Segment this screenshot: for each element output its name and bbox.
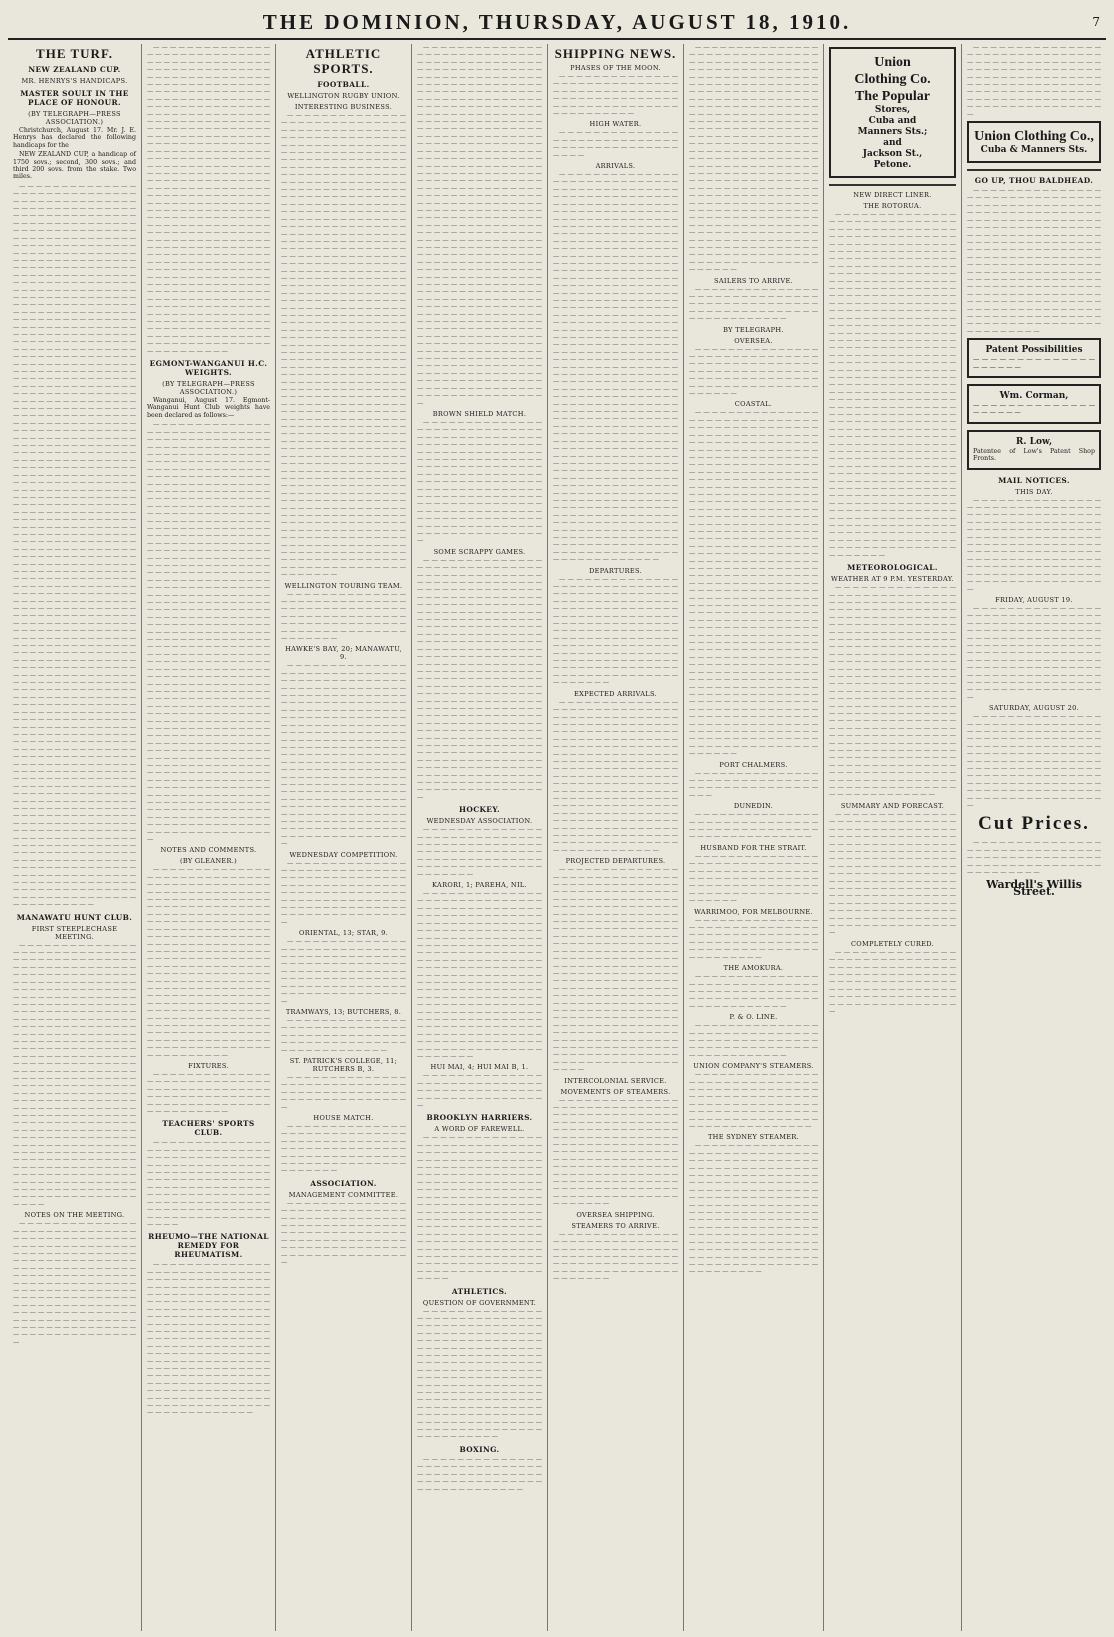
headline: BY TELEGRAPH.	[723, 325, 784, 334]
advert-line: Stores,	[874, 105, 911, 115]
headline: SUMMARY AND FORECAST.	[840, 801, 945, 810]
headline: FOOTBALL.	[317, 80, 370, 89]
advert-body-placeholder: — — — — — — — — — — — — — — — — — — — —	[973, 356, 1095, 371]
headline: WARRIMOO, FOR MELBOURNE.	[694, 907, 813, 916]
article-body-placeholder: — — — — — — — — — — — — — — — — — — — — — — — — — — — — — — — — — — — — — — — — — — — — — — — — — — — — — — — — — — — — — — — — — — — — — — — — — — — — — — — — — — — — — — — — — — — — — — — —	[689, 345, 818, 398]
article-body-placeholder: — — — — — — — — — — — — — — — — — — — — — — — — — — — — — — — — — — — — — — — — — — — — — — — — — — — — — — — — — — — — — — — — — — — — — — — — — — — — — — — — — — — — — — — — — — — — — — — — — — — — — — — — — — — — — — — — — — — — — — — — — — — — — — — — — — — — — — — — — — — — — — — — — — — — — — — — — — — — — — — — — — — — — — — — — — — — — — — — — — — — — — — — — — — — — — — — — — — — — — — — — — — — — — — — — — — — — — — — — — — — — — — — — — — — — — — — — — — — — — — — — — — — — — — — — — — — — — — — — — — — — — — — — — — — — — — — — — — — — — — — — — — — — — — — — — — — — — — — — — — — — — — — — — — — — — — — — — — — — — — — — — — — — — — — — — — — — — — — — — — — — — — — — — — — — — — — — — — — — — — — — — — — — — — — — — — — — — — — — — — — — — — — — — — — — — — — — — — — — — — — — — — — — — — — — — — — — — — — — — — — — — — — — — — — — — — — — — — — — — — — — — — — — — — — — — — — — — — — — — — — — — — — — — — — — — — — — — — — — — — — — — — — — — — — — — — — — — — — — — — — — — — — — — — — — — — — — — — — — — — — — — — — — — — — — — — — — — — — — — — — — — — — — — — — — — — — — — — — — — — — — — — — — — — — — — — — — — — — — — — — — — — — — — — — — — — — — — — — — — — — — — — — — — — — — — — — — — — — — — — — — — — — — — — — — — — — — — — — — — — — — — — — — — — — — — — — — — — — — — — — — — — — — — — — — — — — — — — — — — — — — — — — — — — — — — — — — — — —	[829, 211, 956, 559]
headline: OVERSEA SHIPPING.	[576, 1210, 655, 1219]
article-body-placeholder: — — — — — — — — — — — — — — — — — — — — — — — — — — — — — — — — — — — — — — — — — — — — — — — — — — — — — — — — — — — — — — — — — — — — — — — — — — — — — — — — — — — — — — — — — — — — — — — — — — — — — — — — — — — — — — — — — — — — — — — — — — — — — — — — — — — — — — — — — — — — — — — — — — — — — — — — — — — — — — — — — — — — — — — — — — — — — — — — — — — — — — — — — — — — — — — — — — — — — — — — — — — — — — — — — — — — — — — — — — — — — — — — — — — — — — — — — — — — — — — — — — — — — — — — — — — — — — — — — — — — — — — — — — — — — — — — — — — — — — — — — — — — — — — — — — — — — — — — — — — — — — — — — — — — — — — — — — — — — — — — — — — — — — — — — — — — — — — — — — — — — — — — — — — — — — — — — — — — — — — — — — — — — — — — — — — — — — — — — — — — — — — — — — — — — — — — — — — — — — — — — — — — — — — — — — — — — — — — — — — — — — — — — — — — — — — — — — — — — — — — — — — — — — — — — — — — — — — —	[689, 44, 818, 274]
column-divider	[967, 169, 1101, 171]
headline: MR. HENRYS'S HANDICAPS.	[21, 77, 128, 85]
article-body-placeholder: — — — — — — — — — — — — — — — — — — — — — — — — — — — — — — — — — — — — — — — — — — — — — — — — — — — — — — — — — — — — — — — — — — — — — — — — — — — — — — — — — — — — — — — — — — — — — — — — — — — — — — — — — — — — — — — — — — — — — — — — — — — — — — — — — — — — — — — — — — — — — — — — — — — — — — — — — — — — — — — — — — — — — — — — — — — — — — — — — — — — — — — — — — — — — — — — — — — — — — — — — — — — — — — — — — — — — — — —	[553, 575, 678, 687]
headline: MANAGEMENT COMMITTEE.	[288, 1190, 399, 1199]
union-clothing-advert	[829, 47, 956, 178]
advert-line: Union	[874, 55, 911, 70]
headline: SOME SCRAPPY GAMES.	[433, 547, 526, 556]
article-body-placeholder: — — — — — — — — — — — — — — — — — — — — — — — — — — — — — — — — — — — — — — — — — — — — — — — — — — — — — — — — — — — — — — — — — — — — — — — — — — — — — — — — — — — — — — — — — — — — — — — — — — — — — — — — — — — — — — — — — — — — — — — — — — — — — — — — — — — — — — — — — — — — — — — — — — — — — — — — — — — — — — — — — — — — — — — — — — — — — — — — — — — — — — — — — — — — — — — — — — — — — — — — — — — — — — — — — — — — — — — — — — — — — — — — — — — — — — — — — — — — — — — — — — — — — — — — — — — — — — — — — — — — — — — — — — — — — — — — — — — — — — — — — — — — — — — — — — — — — — — — — — — — — — — — — — — — — — — — — — — — — — — — — — — — — — — — — — — — — — — — — — — — — — — — — — — — — — — — — — — — — — — — — — — — — — — — — — — — — — — — — — — — — — — — — — — — — — — — — — — — — — — — — — — — — — — — — — — — — — — — — — — — — — — — — — — — — — — — — — — — — — — — — — — — — — — — — — — — — — — — — — — — — — — — — — — — — — — — — — — — — — — — — — — — — — — — — — — — — — — — — — — — — — — — — — — — — — — — — — — — — — — — — — — — — — — — — — — — — — — — — — — — — — — — — — — — — — — — — — — — — — — — — — — — — — — — — — — — — — — — — — — — — — — — — — — — — — — — — — — — — — — — — — — — — — — — — — — — — — — — — — — — — — — — — — — — — — — — — — — — — — — — — — — — — — — — — — — — — — — — — — — — — — — — — — — — — — — — — — — — — — — — — — — — — — — — — — — — — — — — — — — — — — — — — — — — — — — — — — — — — — — —	[417, 44, 542, 407]
article-body-placeholder: — — — — — — — — — — — — — — — — — — — — — — — — — — — — — — — — — — — — — — — — — — — — — — — — — — — — — — — — — — — — — — — — — — — — — — — — — — — — — — — — — — — — — — — — — — — — — — — — — — — — — — — — — — — — — — — — — — — — — — — — — — — — — — — — — — — — — — — — — — — — — — — — — — — — — — — — — — — — — — — — — — — — — — — — — — — — — — — — — — — — — — — — — — — — — — — — — — — — — — — — — — — — — — — — — — — — — — — — — — — — — — — — — — — — — — — — — — — — — — — — — — — — — — — — — — — — — — — — — — — — — — — — — — — — — — — — — — — — — — — — — — — — — — — — — — — — — — — — — — — — — — — — — — — — — — — —	[553, 698, 678, 854]
article-body-placeholder: — — — — — — — — — — — — — — — — — — — — — — — — — — — — — — — — — — — — — — — — — — — — — — — — — — — — — — — — — — — — — — — — — — — — — — — —	[967, 839, 1101, 877]
advert-title: Wm. Corman,	[999, 391, 1069, 401]
headline: TRAMWAYS, 13; BUTCHERS, 8.	[285, 1007, 402, 1016]
headline: EXPECTED ARRIVALS.	[574, 689, 657, 698]
article-body-placeholder: — — — — — — — — — — — — — — — — — — — — — — — — — — — — — — — — — — — — — — — — — — — — — — — — — — — — — — — — — — — — — — — — — — — — — — — — — — — — — — — — — — — — — — — — — — — — — — — — — — — — — — — — — — — — — — — — — — — — — — — — — — — — — — — — — — — — — — — — — — — — — — — — — — — — — — — — — — — — — — — — — — — — — — — — — — — — — — — — — — — — — — — — — — — — — — — — — — — — — — — — — — — — — — — — — — — — — — — — — — — — — — — — — — — — — — — — — — — — — — — — — — — — — — — — — — — — — — — — — — — — — — — — — — — — — — — — — — — — — — — — — — — — — — — — — — — — — — — — — — — — — — — — — — — — — — — — — — — — — — — — — — — — — — — — — — — — — — — — — — — — — — — — — — — — — — — — — — — — — — — — — — — — — — — — — — — — — — — — — — — — — — — — — — — — — — — — — — — — — — — — — — — — — — — — — — — — — — — — — — — — — — — — — — — — — — — — — — — — — — — — — — — — — — — — — — — — — — — — — — — — — — — — — — — — — — — — — — — — — — — — — — — — — — — — — — — — — — — — — — — — — — — — — — — — — — — — — — — — — — — — — — — — — — — —	[13, 941, 136, 1208]
headline: SATURDAY, AUGUST 20.	[989, 704, 1079, 713]
headline: THE TURF.	[36, 46, 113, 61]
headline: DEPARTURES.	[589, 566, 642, 575]
column-2	[142, 44, 276, 1631]
patent-advert	[967, 338, 1101, 378]
article-body-placeholder: — — — — — — — — — — — — — — — — — — — — — — — — — — — — — — — — — — — — — — — — — — — — — — — — — — — — — — — — — — — — — — — — — — — — — — — — — — — — — — — — — — — — — — — — — — — — — — — — — — — — — — — — — — — — — — — — — — — — — — — —	[829, 948, 956, 1016]
article-body-placeholder: — — — — — — — — — — — — — — — — — — — — — — — — — — — — — — — — — — — — — — — — — — — — — — — — — — — — — — — — — — — — — — — — — — — — — — — — — — — — — — — — — — — — — — — — — — — — — — — — — — — — — — — — — — — — — — — — — — — — — — — —	[281, 938, 406, 1005]
article-body-placeholder: — — — — — — — — — — — — — — — — — — — — — — — — — — — — — — — — — — — — — — — — — — — — — — — — — — — — — — — — — — — — — — — — — — — — — — — — — — — — — — — — — — — —	[553, 73, 678, 118]
column-divider	[829, 184, 956, 186]
headline: PORT CHALMERS.	[719, 760, 788, 769]
headline: ORIENTAL, 13; STAR, 9.	[299, 929, 388, 938]
headline: ASSOCIATION.	[310, 1178, 377, 1188]
article-text: Wanganui, August 17. Egmont-Wanganui Hunt Club weights have been declared as follows:—	[147, 397, 270, 419]
article-body-placeholder: — — — — — — — — — — — — — — — — — — — — — — — — — — — — — — — — — — — — — — — — — — — — — — — — — — — — — — — — — — — — — — — — — — — — — — — — — — — — — — — — — — — — — — — — — — — — — — — — — — — — — — — — — — — — — — — — — — — — — — — —	[281, 1199, 406, 1267]
article-body-placeholder: — — — — — — — — — — — — — — — — — — — — — — — — — — — — — — — — — — — — — — — — — — — — — — — — — — — — — — — — — — — — — — — — — — — — — — — —	[689, 1022, 818, 1059]
advert-line: Manners Sts.;	[857, 127, 928, 137]
union-clothing-small-advert	[967, 121, 1101, 163]
headline: UNION COMPANY'S STEAMERS.	[693, 1062, 814, 1071]
article-body-placeholder: — — — — — — — — — — — — — — — — — — — — — — — — — — — — — — — — — — — — — — — — — — — — — — — — — — — — — — — — — — — — — — — — — — — — — — — — — — — — — — — — — — — — — — — — — — — — — — — —	[281, 590, 406, 643]
article-body-placeholder: — — — — — — — — — — — — — — — — — — — — — — — — — — — — — — — — — — — — — — — — — — — — — — — — — — — — — — — — — — — — — — — — — — — — — — — — — — — — — — — — — — — — — — — — — — — — — — — — — — — — — — — — — — — — — — — — — — — — — — — — — — — — — — — — — — — — — — — — — — — — — — — — — — — — — — — — — — — — — — — — — — — — — — — — — — — — — — — — — — — — — — — — — — — — — — — — — — — — — — — — — — — — — — — — — — — — — — — — — — — — — — — — — — — — — — — — — — — — — — — — — — — — — — — — — — — — — — — — — — — — — — — — — — — — — — — — — — — — — — — — — — — — — — — —	[417, 1134, 542, 1283]
article-body-placeholder: — — — — — — — — — — — — — — — — — — — — — — — — — — — — — — — — — — — — — — — — — — — — — — — — — — — — — — — — — — — — — — — — — — — — — — — — — — — — — — — — — — — — — — — — — — — — — — — — — — — — — — — — — — — — — — — — — — — — — — — — — — — — — — — — — — — — — — — — — — — — — — — — — — — — — — — — — — — — — — — — — — — — — — — — — — — — — — — — — — — — — — — — — — — — — — — — — — — — — — — — — — — — — — — — — — — — — — — — — — — — — — — — — — — — — — — — — — — — — — — — — — — — — — — — — — — — — — — — — — — — — — — — — — — — — — — — — — — — — — — — — — — — — — — — — — — — — — — — — — — — — — — — — — — — — — — — — — — — — — — — — — — — — — — — — — — — — — — — — — — — — — — — — — — — — — — — — — — — — — — — — — — — — — — — — — — — — — — — — — — — — — — — — — — — — — — — — — — — — — — — — — — — — — — — — — — — — — — — — — — — — — — — — — — — — — — — — — — — — — — — — — — — — — — — — — — — — — — — — — — — — — — — — — — — — — — — — — — — — — — — — — — — — — — — — — — — — — — — — — — — — — — — — — — — — — — — — — — — — — — — — — — — — — — — — — — — — — — — — — — — — — — — — — — — — — — — — — — — — — — — — — — — — — — — — — — — — — — — — — — — — — — — — — — — — — — — — — — — — — — — — — — — — — — — — — — — — — — — — — — — — — — — — — — — — — — — — — — — — — — — — — — — — — — — — — — — — — — — — — — — — — — — — — — — — — — — — — — — — — — — — — — — — — — — — — — — — — — — — — — — — — — — — — — — — — — — — — — — — — — — — — — — — — — — — — — — — — — — — — — — — — — — — — — — — — — — — — — — — — — — — — — — — — — — — — — — — — — — — — — — — — — — — — — — — — — — — — — — — — — — — — — — — — — — — — — — — — — — — — — — — — — — — — — — — — — — — — — — — — — — — — — — — — — — — — — — — — — — — — — — — — — — — — — — — — — — — — — — — — — — — — — — — — — — — — — — — — — — — — — — — — — — — — — — — — — — — — — — — — — — — — — — — — — — — — — — — — — —	[281, 112, 406, 579]
headline: WEDNESDAY ASSOCIATION.	[426, 817, 533, 826]
headline: BROOKLYN HARRIERS.	[426, 1113, 533, 1123]
advert-line: Cuba and	[868, 116, 917, 126]
article-body-placeholder: — — — — — — — — — — — — — — — — — — — — — — — — — — — — — — — — — — — — — — — — — — — — — — — — — — — — — — — — — — — — — — — — — — — — — — — — — — — — — — — — — — — —	[689, 916, 818, 961]
article-body-placeholder: — — — — — — — — — — — — — — — — — — — — — — — — — — — — — — — — — — — — — — — — — — — — — — — — — — — — — — — — — — — — — — — — — — — — — — — — — — — — — — — — — — — — — — — — — — — — — — — —	[281, 1122, 406, 1175]
article-body-placeholder: — — — — — — — — — — — — — — — — — — — — — — — — — — — — — — — — — — — — — — — — — — — — — — — — — — — — — — — — — — — — — — — — — — — — — — — — — — — — — — — — — — — — — — — — — — — — — — — — — — — — — — — — — — — — — — — — — — — — — — — — — — — — — — — — — — — — — — — — — — — — — — — — — — — — — — — — — — — — — — — — — — — — — — — — — — — — — — — — — — — — — — — — — — — — — — — — — — — — — — — — — — — — — — — — — — — — — — — — — — — — — — — — — — — — — — — — — — — — — — — — — — — — — — — — — — — — — — — — — — — — — — — — — — — — — — — — — — — — — — — — — — — — — — — — — — — — — — — — — — — — — — — — — — — — — — — — — — — — — — — — — — — — — — — — — — — — — — — — — — — — — — — — — — — — — — — — — — — — — — — — — — — — — — — — — — — — — — — — — — — — — — — — — — — — — — — — — — — — — — — — — — — — — — — — — — — — — — — — — — — — — — — — — — — — — — — —	[829, 584, 956, 799]
advert-line: The Popular	[854, 89, 931, 104]
article-body-placeholder: — — — — — — — — — — — — — — — — — — — — — — — — — — — — — — — — — — — — — — — — — — — — — — — — — — — — — — — — — — — — — — — — — — — — — — — — — — — — — — — — — — — — — — — — — — — — — — — — — — — — — — — — — — — — — — — — — — — — — — — — — — — — — — — — — — — — — — — — — — — — — — — — — — — — — — — — — — — — — — — — — — — — — — — — — — — — — — — — — — — — — — — — — — — — — — — — — — — — — — — — — — — — — — — — — — — — — — — — — — — — — — — — — — — — — — — — — — — — — — — — — — — — — — — — — — — — — — — — — — — — — — — — — — — — — — — — — — — — — — — — — — — — — — — — — — — — — — — — — — — — — — — — — — — — — — — — — — — — — — — — — — — — — — — — — — — — — — — —	[417, 890, 542, 1060]
article-body-placeholder: — — — — — — — — — — — — — — — — — — — — — — — — — — — — — — — — — — — — — — — — — — — — — — — — — — — — — — — — — — — — — — — — — — — — — — — — — — — — — — — — — — — — — — — — — — — — — — — — — — — — — — — — — — — — — — — — — — — — — — — — — — — — — — — — — — — — — — — — — — — — — — — — — — — — — — — — — — — — — — — — — — — — — — — — — — — — — — — — — — — — — — — — — — — — — — — —	[967, 713, 1101, 810]
newspaper-page	[8, 6, 1106, 1631]
headline: ATHLETICS.	[451, 1286, 508, 1296]
columns	[8, 44, 1106, 1631]
article-body-placeholder: — — — — — — — — — — — — — — — — — — — — — — — — — — — — — — — — — — — — — — — — — — — — — — — — — — — — — — — — — — — — — — — — — — — — — — — —	[689, 973, 818, 1010]
headline: WELLINGTON TOURING TEAM.	[284, 581, 403, 590]
article-body-placeholder: — — — — — — — — — — — — — — — — — — — — — — — — — — — — — — — — — — — — — — — — — — — — — — — — — — — — — — — — — — — — — — — — — — — — — — — — — — — — — — — — — — — — — — — — — — — — — — — — — — — — — — — — — — — — — — — — — — — — — — — — — — — — — — — — — — — — — — — — — — — — — — — — — — — — — — — — — — — — — — — — — — — — — — — — — — — — — — — — — — — — — — — — — — — — — — — — — — — — — — — — — — — — — — — — — — — — — — — — — — — — — — — — — — — — — — — — — — — — — — — — — — — — — — — — — — — — — — — — — — — — — — — — — — — — — — — — — — — — — — — — — — — — — — — — — — — — — — — — — — — — — — — — — — — — — — — — — — — — — — — — — — — — — — — — — — — — — — — — — — — — — — — — — — — — — — — — — — — — — — — —	[281, 662, 406, 848]
headline: COASTAL.	[734, 400, 773, 409]
headline: HOCKEY.	[458, 805, 501, 815]
masthead-title: THE DOMINION, THURSDAY, AUGUST 18, 1910.	[262, 9, 852, 34]
headline: NOTES AND COMMENTS.	[160, 846, 257, 855]
article-body-placeholder: — — — — — — — — — — — — — — — — — — — — — — — — — — — — — — — — — — — — — — — — — — — — — — — — — — — — — — — — — — — — — — — — — — — — — — — — — — — — — — — — — — — — — — — — — — — — — — — — — — — — — — — — — — — — — — — — — — — — — — — — — — — — — — — — — — — — — — — — — — — — — — — — — — — — — — — — — — — — — — — — — — — — — — — — — — — — — — — — — — — — — — — — — — — — — — — — — — — — — — — — — — — — — — — — — — — — — — — — — — — — — — — — — — — — — — — — — — — — — — — —	[829, 810, 956, 937]
headline: SHIPPING NEWS.	[554, 46, 677, 61]
advert-title: Union Clothing Co.,	[974, 129, 1094, 145]
corman-advert	[967, 384, 1101, 424]
headline: MOVEMENTS OF STEAMERS.	[560, 1087, 671, 1096]
column-4	[412, 44, 548, 1631]
article-body-placeholder: — — — — — — — — — — — — — — — — — — — — — — — — — — — — — — — — — — — — — — — — — — — — — — — — — — — — — — — — — — — — — — — — — — — — — — — — — — — — — — — — — — — — — — — — — — — — — — — — — — — — — — — — — — — — — — — — — — — — — — — — — — — — — — — — — — — — — — — — — — — — — — — — — — — — — — — — — — — — — — — — — — — — — — — — — — — — — — — — — — — — — — — — — — — — — — — — — — — — — — — — — — — — — — — — — — — — — — — — — — — — — — — — — — — — — — — — — — — — — — — — — — — — — — — — — — — — — — — — — — — — — — — —	[417, 1307, 542, 1441]
headline: FRIDAY, AUGUST 19.	[995, 595, 1073, 604]
headline: HAWKE'S BAY, 20; MANAWATU, 9.	[285, 645, 402, 662]
headline: THIS DAY.	[1015, 487, 1053, 496]
headline: RHEUMO—THE NATIONAL REMEDY FOR RHEUMATISM.	[148, 1232, 269, 1260]
headline: METEOROLOGICAL.	[847, 563, 938, 573]
headline: FIXTURES.	[188, 1062, 229, 1070]
page-number: 7	[1092, 15, 1100, 29]
article-body-placeholder: — — — — — — — — — — — — — — — — — — — — — — — — — — — — — — — — — — — — — — — — — — — — — — — — — — — — — — — — — — — — — — — — — — — — — — — — — — — — — — — — — — — —	[147, 1071, 270, 1116]
headline: MAIL NOTICES.	[998, 475, 1070, 485]
headline: THE SYDNEY STEAMER.	[707, 1133, 800, 1142]
headline: COMPLETELY CURED.	[850, 939, 935, 948]
masthead	[8, 6, 1106, 40]
headline: (BY TELEGRAPH—PRESS ASSOCIATION.)	[28, 110, 121, 126]
advert-subtitle: Cuba & Manners Sts.	[980, 145, 1088, 156]
headline: PROJECTED DEPARTURES.	[565, 857, 666, 866]
headline: ARRIVALS.	[595, 162, 636, 171]
advert-line: Petone.	[873, 160, 912, 170]
headline: P. & O. LINE.	[729, 1013, 778, 1022]
article-body-placeholder: — — — — — — — — — — — — — — — — — — — — — — — — — — — — — — — — — — — — — — — — — — — — — — — — — — — — — — — — — — — — — — — — — — — — — — — — — — — — — — — — — — — — — — — — — — — — — — — — — — — — — — — — — — — — — — — — — — — — — — — — — — — — — — — — — — — — — — — — — — — — — — — — — — — — — — — — — — — — — — — — — — — — — — — —	[147, 1139, 270, 1228]
article-body-placeholder: — — — — — — — — — — — — — — — — — — — — — — — — — — — — — — — — — — — — — — — — — — — — — — — — — — — — — — — — — — — — — — — — — — — — — — — — — — — — — — — — — — — — — — — — — — — — — — — — — — — — — — — — — — — — — — — — — — — — — — — — — — — — — — — — — — — — — — — — — — — — — — — — — — — — — — — — — — — — — — — — — — — — — — — — — — — — — — — — — — — — — — — — — — — — — — — — — — — — — — — — — — — — — — — — — — — — — — — — — — — — — — — — — — — — — — — — — — — — — — — — — — — — — — — — — — — — — — — — — — — — — — — — — — — — — — — — — — — — — — — — — — — — — — — — — — — — — — — — — — — — — — — — — — — — — — — — — — — — — — — — — — — — — — — — — — — — — — — — — — — — — — — — — — — — — — — — — — — — — — — — — — — — — — — — — — — — — — — — — — — — — — — — — — — — — — — — — — — — — — — — — — — — — — — —	[553, 866, 678, 1074]
headline: NEW ZEALAND CUP.	[28, 65, 121, 74]
column-7	[824, 44, 962, 1631]
column-5	[548, 44, 684, 1631]
article-body-placeholder: — — — — — — — — — — — — — — — — — — — — — — — — — — — — — — — — — — — — — — — — — — — — — — — — — — — — — — — — — — — — — — — — — — — — — — — — — — — — — — — — — — — — — — — — — — — — — — — — — — — — — — — — — — — — — — — — — — — — — — — — — — — — — — — — — — — — — — — — — — — — — — — — — — — — — — — — — — — — — — — — — — — — — — — — — — — — — — — — — — — — — — — — — — — — — — — — — — — — — — — — — — — — — — — — — — — — — — — — — — — — — — — — — — — — — — — — — — — — — — — — — — — — — — — — — — — — — — — — — — — — — — — — — — — — — — — — — — — — — — — — — — — — — — — — — — — — — — — — — — — — — — — — — — — — — — — —	[967, 187, 1101, 335]
article-body-placeholder: — — — — — — — — — — — — — — — — — — — — — — — — — — — — — — — — — — — — — — — — — — — — — — — — — — — — — — — — — — — — — — — — — — — — — — — — — — — — — — — — — — — — — — — — — — — — — — — — — — — — — — — — — — — — — — — — — — — — — — — — — — — — — — — — — — — — — — — — — — — — — — — — — — — — — — — — — — — — — — — — — — — — — — — — — — — — — — — — — — — — — — — — — — — — — — — — — — — — — — — — — — — — — — — — — — — — — — — — — — — — — — — — — — — — — — — — — — — — — — — — — — — — — — — — — — — — — — — — — — — — — — — — — — — — — — — — — — — — — — — — — — — — — — — — — — — — — — — — — — — — — — — — — — — — — — — — — — — — — — — — — — — — — — — — — — — — — — — — — — — — — — — — — — — — — — — — — — — — — — — — — — — — — — — — — — — — — — — — — — — — — — — —	[147, 866, 270, 1059]
headline: QUESTION OF GOVERNMENT.	[422, 1298, 537, 1307]
headline: ST. PATRICK'S COLLEGE, 11; RUTCHERS B, 3.	[289, 1056, 398, 1073]
article-body-placeholder: — — — — — — — — — — — — — — — — — — — — — — — — — — — — — — — — — — — — — — — — — — — — — — — — — — — — — — — — — — — — — — — — — — — — — — — —	[281, 1016, 406, 1054]
article-body-placeholder: — — — — — — — — — — — — — — — — — — — — — — — — — — — — — — — — — — — — — — — — — — — — — — — — — — — — — — — — — — — — — — — — — — — — — — — — — — — — — — — — — — — — — — — — — — — — — — — — — — — — — — — — — — — — — — — — — — — — — — — — — — — — — — — — — — — — — — — — — — — — — — — — — — — — — — — — — — — — — — — — — — — — — — — — — — — — — — — — — — — — — — — — — — — — — — — — — — — — — — — — — — — — — — — — — — — — — — — — — — — — — — — — — — — — — — — — — — — — — — — — — — — — — — — — — — — — — — — — — — — — — — — — — — — — — — — — — — — — — — — — — — — — — — — — — — — — — — — — — — — — — — — — — — — — — — — — — — — — — — — — — — — — — — — — — — — — — — — — — — — — — — — — — — — — — — — — — — — — — — — — — — — — — — — — — — — — — — — — — — — — — — — — — — — — — — — — — — — — — — — — — — — — — — — — — — — — — — — — — — — — — — — — — — — — — — — — — — — — — — — — — — — — — — — — — — — — — — — — — — — — — — — — — — — — — — — — — — — — — — — —	[417, 556, 542, 801]
article-body-placeholder: — — — — — — — — — — — — — — — — — — — — — — — — — — — — — — — — — — — — — — — — — — — — — — — — — — — — — — — — — — — — — — — — — — — — — — — — — — — — — — — — — — — — — — — — — — — — — — — — — — — — — — — — — — — — — — — — — — — — — — — — — — — — — — — — — — — — — — — — — — — — — — — — — — — — — — — — — — — — — — — — — — — — — — — — — — — — — — — — — — — — — — — — — — — — — — — — — — — — — — — — — — — — — — — — — — — — — — — — — — — — — — — — — — — — — — — — — — — — — — — — — — — — — — — — — — — — — — — — — — — — — — — — — — — — — — — — — — — — — — — — — — — — — — — — — — — — — — — — — — — — — — — — — — — — — — — — — — — — — — — — — — — — — — — — — — — — — — — — — — — — — — — — — — — — — — — — — — — — — — — — — — — — — — — — — — — — — — — — — — — — — — — — — — — — — — — — — — — — — — — — — — — — — — — — — — — — — — — — — — — — — — — — — — — — — — — — — — — — — — — — — — — — — — — — — — — — — — — — — — — — — — — — — — — — — — — — — — — — — — — — — — — — — — — — — — — — — — — — — — — — — — — — — — — — — — — — — — — — — — — — — — — — — — — — — — — — — — — — — — — — — — — — — — — — — — — — — — — — — — — — — — — — — — — — — — — — — — — — — — — — — — — — — — — — — — — — — — — — — — — — — — — — — — — — — — — — — — — — — — — — — — — —	[147, 44, 270, 355]
article-body-placeholder: — — — — — — — — — — — — — — — — — — — — — — — — — — — — — — — — — — — — — — — — — — — — — — — — — — — — — — — — — — — — — — — — — — — — — — — — — — — — — — — — — — — — — — — — — — — — — — — —	[417, 826, 542, 878]
headline: MANAWATU HUNT CLUB.	[16, 912, 133, 922]
advert-title: Patent Possibilities	[985, 345, 1083, 356]
headline: A WORD OF FAREWELL.	[434, 1125, 525, 1134]
headline: ATHLETIC SPORTS.	[305, 46, 382, 76]
article-body-placeholder: — — — — — — — — — — — — — — — — — — — — — — — — — — — — — — — — — — — — — — — — — — — — — — — — — — — — — — — — — — — — — — — — — — — — — — — — — — — — — — — — — — — — — — — — — — — — — — — — — — — — — — — — — — — — — — — — — — — — — — — —	[281, 859, 406, 926]
headline: DUNEDIN.	[733, 802, 774, 811]
headline: NOTES ON THE MEETING.	[24, 1211, 125, 1220]
headline: STEAMERS TO ARRIVE.	[571, 1221, 660, 1230]
headline: TEACHERS' SPORTS CLUB.	[162, 1119, 255, 1138]
headline: OVERSEA.	[734, 336, 773, 345]
column-1	[8, 44, 142, 1631]
article-body-placeholder: — — — — — — — — — — — — — — — — — — — — — — — — — — — — — — — — — — — — — — — — — — — — — — — — — — — — — — — — — — — — — — — — — — — — — — — — — — — — — — — — — — — — — — — — — — — — — — — — — — — — — — — — — — — — — — — — — — — — — — — — — — — — — — — — — — — — — — — — — — — — — — — — — — — — — — — — — — — — — — — — — — — — — — — — — — — — — — — — — — — — — — — — — — — — — — — — — — — — — — — — — — — — — — — — — — — — — — — — — — — — — — — — — — — — — — — — — — — — — — — — — — — — — — — — — — — — — — — — — — — — — — — —	[689, 1142, 818, 1276]
headline: HUSBAND FOR THE STRAIT.	[700, 843, 807, 852]
article-body-placeholder: — — — — — — — — — — — — — — — — — — — — — — — — — — — — — — — — — — — — — — — — — — — — — — — — — — — — — — — — — — — — — — — — — — — — — — — —	[417, 1455, 542, 1493]
article-text: NEW ZEALAND CUP, a handicap of 1750 sovs.; second, 300 sovs.; and third 200 sovs. from the stake. Two miles.	[13, 151, 136, 181]
headline: SAILERS TO ARRIVE.	[714, 276, 793, 285]
headline: MASTER SOULT IN THE PLACE OF HONOUR.	[20, 89, 129, 107]
article-body-placeholder: — — — — — — — — — — — — — — — — — — — — — — — — — — — — — — — — — — — — — — — — — — — — — — — — — — — — — — — — — — — — — — — — — — — — — — — — — — — — — — — — — — — — — — — — — — — — — — — — — — — — — — — — — — — — — — — — — — — — — — — — — — — — — — — — — — — — — — — — — — — — — — — —	[967, 44, 1101, 118]
article-body-placeholder: — — — — — — — — — — — — — — — — — — — — — — — — — — — — — — — — — — — — — — — — — — — — — — — — — — — — — — — — — — — — — — — — — — — — — — — — — — — — — — — — — — — — — — — — — — — — — — — — — — — — — — — — — — — — — — — — — — — — — — — — — — — — — — — — — — — — — — — — — — — — — — — — — — — — — — — — — — — — — — — — — — — — — — — — — — — — — — — — — — — — — — — — — — — — — — — — — — — — — — — — — — — — — — — — — — — — — — — — — — — — — — — — — — — — — — — — — — — — — — — — — — — — — — — — — — — — — — — — — — — — — — — — — — — — — — — — — — — — — — — — — — — — — — — — — — — — — — — — — — — — — — — — — — — — — — — — — — — — — — — — — — — — — — — — — — — — — — — — — — — — — — — — — — — — — — — — — — — — — — — — — — — — — — — — — — — — — — — — — — — — — — — — — — — — — — — — — — — — — — — — — — — — — — — — — — — — — — — — — — — — — — — — — — — — — — — — — — — — — — — — — — — — — — — — — — — — — — — — — — — — — — — — — — — — — — — — — — — — — — — — — — — — — — — — — — — — — — — — — — — — — — — — — — — — — — — — — — — — — — — — — — — — — — — — — — — — — — — — — — — — — — — — — — — — — — — — — — — — — — — — — — — — — — — — — — — — — — — — — — — — — — — — — — — — — — — — — — — — — — — — — — — — — — — — — — — — — — — — — — — — — — — — — — — — — — — — — — — — — — — — — — — — — — — — — — — — — — — — — — — — — — — — — — — — — — — — — — — — — — — — — — — — — — — — — — — — — — — — — — — — — — — — — — — — — — — — — — — — — — — — — — — — — — — — — — — — — — — — — — — — — — — — — — — — — — — — — — — — — — — — — — — — — — — — — — — — — — — — — — — — — — — — — — — — — — — — — — — — — — — — — — — — — — — — — — — — — — — — — — — — — — — — — — — — — — — — — — — — — — — —	[147, 421, 270, 844]
low-shopfronts-advert	[967, 430, 1101, 470]
headline: WEATHER AT 9 P.M. YESTERDAY.	[831, 575, 954, 584]
headline: NEW DIRECT LINER.	[853, 191, 932, 199]
article-body-placeholder: — — — — — — — — — — — — — — — — — — — — — — — — — — — — — — — — — — — — — — — — — — — — — — — — — — — — — — — — — — — — — — — — — — — — — — — — — — — — — — — — — — — — — — — — — — — — — — — — — — — — — — — — — — — — — — — — — — — — — — — — — — — — — — — — — — — — — — — — — — — — — — — — — — — — — — — — — — — — — — — — — — — — — — — — — — — — — — — — — — — — — — — — — — — — — — — — — — — — — — — — — — — — — — — — — — — — — — — — — — — — — — — — — — — — — — — — — — — — — — — —	[417, 418, 542, 545]
headline: EGMONT-WANGANUI H.C. WEIGHTS.	[149, 359, 268, 378]
headline: BROWN SHIELD MATCH.	[432, 409, 527, 418]
article-body-placeholder: — — — — — — — — — — — — — — — — — — — — — — — — — — — — — — — — — — — — — — — — — — — — — — — — — — — — — — — — — — — — — — — — — — — — — — — — — — — — — — — — — — — — — — — — — — — — — — — — — — — — — — — — — — — — — — — — — — — — — — — — — — — — — — — — — — — — — — — — — — — — — — — — — — — — — — — — — — — — — — — — — — — — — — — — — — — — — — — — — — — — — — — — — — — — — — — — — — — — — — — — — — — — — — — — — — — — — — — — — — — — — — — — — — — — — — — — — — — — — — — — — — — — — — — — — — — — — — — — — — — — — — — — — — — — — — — — — — — — — — — — — — — — — — — — — — — — — — — — — — — — — — — — — — — — — — — — — — — — — — — — — — — — — — — — — — — — — — — — — — — — — — — — — — — — — — — — — — — — — — — — — — — — — — — — — — — — — — — — — — — — — — — — — — — — — — — — — — — — — — — — — — — — — — — — — — — — — — — — — — — — — — — — — — — — — — — — — — — — — — — — — — — — — — — — — — — — — — — — — — — — — — — — — — — — — — — — — — — — — — — — — — — — — — — — — — — — — — — — — — — — — — — — — — — — — — — — — — — — — — — — — — — — — — — — — — — — — — — — — — — — — — — — — — — — — — — — — — — — — — — — — — — — — — — — — — — — — — — — — — — — — — — — — — — — — — — — — — — — — — — — — — — — — — — — — — — — — — — — — — — — — — — — — — — — — — — — — — — — — — — — — — — — — — — — — — — — — — — — — — — — — — — — — — — — — — — — — — — — — — — — — — — — — — — — — — — — — — — —	[689, 409, 818, 758]
article-body-placeholder: — — — — — — — — — — — — — — — — — — — — — — — — — — — — — — — — — — — — — — — — — — — — — — — — — — — — — — — — — — — —	[281, 1073, 406, 1111]
headline: FIRST STEEPLECHASE MEETING.	[31, 924, 118, 941]
headline: PHASES OF THE MOON.	[570, 64, 661, 72]
advert-line: and	[883, 138, 902, 148]
article-body-placeholder: — — — — — — — — — — — — — — — — — — — — — — — — — — — — — — — — — — — — — — — — — — — — — — — — — — — — — — — — — — — — — — — — — — — — — — — — — — — — — — — — — — — — — — — — — — — — — — — — — — — — — — — — — — — — — — — — — — — — — — — — — — — — — — — — — — — — — — — — — — — — — — — — — — — — — — — — — — — — — — — — — — — — — — — — — — — — — — — — — — — — — — — — — — — — — — — — — — — — — — — — — — — — — — — — — — — — — — — — — — — — — — — — — — — — — — — — — — — — — — — — — — — — — — — — — — — — — — — — — — — — — — — — — — — — — — — — — — — — — — — — — — — — — — — — — — — — — — — — — — — — — — — — — — — — — — — —	[147, 1261, 270, 1417]
article-body-placeholder: — — — — — — — — — — — — — — — — — — — — — — — — — — — — — — — — — — — — — — — — — — — — — — — — — — — — — — — — — — — — — — — — — — — — — — — — — — — — — — — — — — — — — — — — — — — — — — — — — — — — — — — — — — — — — — — — — — — — — — — —	[689, 1071, 818, 1130]
column-6	[684, 44, 824, 1631]
headline: HOUSE MATCH.	[313, 1113, 374, 1122]
article-body-placeholder: — — — — — — — — — — — — — — — — — — — — — — — — — — — — — — — — — — — — — — — — — — — — — — — — — — — — — — — — — — — — — — — — — — — — — — — — — — — — — — — — — — — — — — — — — — — — — — — —	[689, 852, 818, 905]
wardell-advert-footer: Wardell's Willis Street.	[986, 877, 1082, 898]
article-text: Christchurch, August 17. Mr. J. E. Henrys has declared the following handicaps for the	[13, 127, 136, 149]
advert-subtitle: Patentee of Low's Patent Shop Fronts.	[973, 447, 1095, 463]
article-body-placeholder: — — — — — — — — — — — — — — — — — — — — — — — — — — — — — — — — — — — — — — — — — — — — — — — — — — — — — — — — — — — — — — — — — — — — — — — — — — — — — — — — — — — — — — — — — — — — — — — — — — — — — — — — — — — — — — — — — — — — — — — — — — — — — — — — — — — — — — — — — — — — — — — — — — — — — — — — — — — — — — — — — — — — — — — — — — — — — — — — — — — — — — — — — — — — — — — —	[967, 496, 1101, 593]
headline: INTERCOLONIAL SERVICE.	[564, 1076, 667, 1085]
article-body-placeholder: — — — — — — — — — — — — — — — — — — — — — — — — — — — — — — — — — — — — — — — — — — — — — — — — — — — — — — — — — — — — — — — — — — — — — — — — — — — — — — — — — — — — — — — — — — — — — — — — — — — — — — — — — — — — — — — — — — — — — — — — — — — — — — — — — — — — — — — — — — — — — — — — — — — — — — — — — — — — — — — — — — — — — — — — — — — — — — — — — — — — — — — — — — — — — — — — — — — — — — — — — — — — — — — — — — — — — — — — — — — — — — — — — — — — — — — — — — — — — — — — — — — — — — — — — — — — — — — — — — — — — — — — — — — — — — — — — — — — — — — — — — — — — — — — — — — — — — — — — — — — — — — — — — — — — — — — — — — — — — — — — — — — — — — — — — — — — — — — — — — — — — — — — — — — — — — — — — — — — — — — — — — — — — — — — — — — — — — — — — — — — — — — — — — — — — — — — — — — — — — — — — — — — — — — — — — — — — — — — — — — — — — — — — — — — — — — — — — — — — — — — — — — — — — — — — — — — — — — — — — — — — — — — — — — — — — — — — — — — — — — — — — — — — — — — — — — — — — — — — — — — — — — — — — — — — — — — — — — — — — — — — — — — — — — — — — — — — — — — — — — — — — — — — — — — — — — — — — — — — — — — — — — — — — — — — — — — — — — — — — — — — — — — — — — — — — — — — — — — — — — — — — — — — — — — — — — — — — — — — — — — — — — — — — — — — — — — — — — — — — — — — — — — — — — — — — — — — — — — — — — — — — — — — — — — — — — — — — — — — — — — — — — — — — — — — — — — — — — — — — — — — — — — — — — — — — — — — — — — — — — — — — — — — — — — — — — — — — — — — — — — — — — — — — — — — — — — — — — — — — — — — — — — — — — — — — — — — — — — — — — — — — — — — — — — — — — — — — — — — — — — — — — — — — — — — — — — — — — — — — — — — — — — — — — — — — — — — — — — — — — — — — — — — — — — — — — — — — — — — — — — — — — — — — — — — — — — — — — — — — — — — — — — — — — — — — — — — — — — — — — — — — — — — — — — — — — — — — — — — — — — — — — — — — — — — — — — — — — — — — — — — — — — — — — — — — — — — — — — — — — — — — — — — — — — — — — — — — — — — — — — — — — — — — — — — — — — — — — — — — — — — — — — — — — — — — — — — — — — — — — — — — — — — — — — — — — — — — — — — — — — — — — — — — — — — — — — — — — — — — — — — — — — — — — — — — — — — — — — — — — — — — — — — — — — — — — — — — — — — — — — — — — — — — — — — — — — — — — — — — — — — — — — — — — — — — — — — — — — — — — — — — — — — — — — — — — — — — — — — — — — — — — — — — — — — — — — — — — — — — — — — — — — — — — — — — — — — — — — — — — — — — — — — — — — — — — — — — — — — — — — — — — — — — — — — — — — — — — — — — — — — — — — — — — — — — — — — — — — — — — — — — — — — — — — — — — — — — — — — — — — — — — — — — — — — — — — — — — — — — — — — — — — — — — — — — — — — — — — — — — — — — — — — — — — — — — — — — — — — — — — — — — — — — — — — — — — — — — — — — — — — — — — — — — — — — — — — — — — — — — — — — — — — — — — — — — — — — — — — — — — — — — — — — — — — — — — — — — — — — — — — — — — — — — — — — — — — — — — — — — — — — — — — — — — — — — — — — — — — — — — — — —	[13, 182, 136, 909]
article-body-placeholder: — — — — — — — — — — — — — — — — — — — — — — — — — — — — — — — — — — — — — — — — — — — — — — — — — — — — — — — — — — — — — — — — — — — — — — — — — — — — — — — — — — — — — — — — — — — — — — — — — — — — — — — — — — — — — — — — — — — — — — — — — — — — — — — — — — — — — — — — — — — — — — — — — — — — — — — — — — — — — — — — — — — — — — — — — — — — — — — — — — — — — — — — — — — — — — — — — — — — — — — — — — — — — — — — — — — — — — — —	[553, 1096, 678, 1208]
headline: (BY GLEANER.)	[179, 857, 238, 866]
headline: GO UP, THOU BALDHEAD.	[974, 176, 1094, 186]
headline: (BY TELEGRAPH—PRESS ASSOCIATION.)	[162, 380, 255, 397]
headline: THE ROTORUA.	[863, 202, 922, 210]
headline: KARORI, 1; PAREHA, NIL.	[432, 881, 527, 890]
article-body-placeholder: — — — — — — — — — — — — — — — — — — — — — — — — — — — — — — — — — — — — — — — — — — — — — — — —	[553, 129, 678, 159]
article-body-placeholder: — — — — — — — — — — — — — — — — — — — — — — — — — — — — — — — — — — — — — — — — — — — — — — — — — — — — — — — — — — — — — — — — — — — — — — — — — — — — — — — — — — — — — — — — — — — — — — — — — — — — — — — — — — — — — — — — — — — — — — — — — — — — — — — — — — — — — — — — — — — — — — — — — — — — — — — — — — — — — — — — — — — — — — — — — — — — — — — — — — — — — — — — — — — — — — — —	[967, 604, 1101, 701]
headline: THE AMOKURA.	[723, 964, 784, 973]
headline: WELLINGTON RUGBY UNION.	[287, 92, 400, 100]
headline: WEDNESDAY COMPETITION.	[289, 850, 398, 859]
article-body-placeholder: — — — — — — — — — — — — — — — — — — — — — — — — — — — — — — — — — — — — — — — — — — — — — — — — — — — — — — — — — — — — — — — — — — — — — — — — — — — — — — — — — — — — — — — — — — — — — — — —	[553, 1230, 678, 1283]
advert-line: Jackson St.,	[862, 149, 923, 159]
advert-title: R. Low,	[1015, 436, 1053, 447]
headline: BOXING.	[459, 1444, 500, 1454]
advert-body-placeholder: — — — — — — — — — — — — — — — — — — — —	[973, 402, 1095, 417]
column-3	[276, 44, 412, 1631]
headline: HIGH WATER.	[589, 120, 642, 129]
article-body-placeholder: — — — — — — — — — — — — — — — — — — — — — — — — — — — — — — — — — — — — — — — — — — — — — — — — — — — — — — — — — — — — — — — — — — — — — — — — — — — — — — — — — — — — — — — — — — — — — — — — — — — — — — — — — — — — — — — — — — — — — — — — — — — — — — — — — — — — — — — — — — — — — — — — — — — — — — — — — — — — — — — — — — — — — — — — — — — — — — — — — — — — — — — — — — — — — — — — — — — — — — — — — — — — — — — — — — — — — — — — — — — — — — — — — — — — — — — — — — — — — — — —	[13, 1220, 136, 1346]
cut-prices-headline: Cut Prices.	[978, 813, 1090, 835]
article-body-placeholder: — — — — — — — — — — — — — — — — — — — — — — — — — — — — — — — — — — — — — — — — — — — — — — — — — — — — — — — — — — — —	[417, 1072, 542, 1110]
headline: INTERESTING BUSINESS.	[294, 103, 393, 111]
article-body-placeholder: — — — — — — — — — — — — — — — — — — — — — — — — — — — — — — — — — — — — — — — — — — — — — — — — — — — — — — — — — — — —	[689, 811, 818, 841]
column-8	[962, 44, 1106, 1631]
article-body-placeholder: — — — — — — — — — — — — — — — — — — — — — — — — — — — — — — — — — — — — — — — — — — — — — — — —	[689, 769, 818, 799]
article-body-placeholder: — — — — — — — — — — — — — — — — — — — — — — — — — — — — — — — — — — — — — — — — — — — — — — — — — — — — — — — — — — — — — — — — — — — — — — — — — — — — — — — — — — — — — — — — — — — — — — — — — — — — — — — — — — — — — — — — — — — — — — — — — — — — — — — — — — — — — — — — — — — — — — — — — — — — — — — — — — — — — — — — — — — — — — — — — — — — — — — — — — — — — — — — — — — — — — — — — — — — — — — — — — — — — — — — — — — — — — — — — — — — — — — — — — — — — — — — — — — — — — — — — — — — — — — — — — — — — — — — — — — — — — — — — — — — — — — — — — — — — — — — — — — — — — — — — — — — — — — — — — — — — — — — — — — — — — — — — — — — — — — — — — — — — — — — — — — — — — — — — — — — — — — — — — — — — — — — — — — — — — — — — — — — — — — — — — — — — — — — — — — — — — — — — — — — — — — — — — — — — — — — — — — — — — — — — — — — — — — — — — — — — — — — — — — — — — — — — — — — — — — — — — — — — — — — — — — — — — — — — — — — — — — — — — — — — — — — — — — — — — — — — — — — — — — — — — — — — — — — — — — — — — — — — — — — — — — — — — — — — — — — — — — — — — — — — — — — — — — — — — — — — — — — — — — — — — — — — — — — — — — — — — — — — — — — — — — — — — — — — — — — — — — — — — — — — — — — — — — — — — — — — — — — — — — — — — — — — — — — — — — — — — — — — — — — — — — — — — — — — — — — — — — — — — — — — — — — — — — — — — — — — — — — — — — — — — — — — — — — — — — — — — — — — — — — — — — — — — — — — — — — — — — — — — — — — — — — — — — — — — — — — — — — — — — — — — — — — — — — — — — — — — — — — — — — — — — — — — — — — — — — — — — — — — — — — — — — — — — — — — — — — — — — — — — — — — — —	[553, 171, 678, 564]
headline: HUI MAI, 4; HUI MAI B, 1.	[430, 1063, 529, 1072]
article-body-placeholder: — — — — — — — — — — — — — — — — — — — — — — — — — — — — — — — — — — — — — — — — — — — — — — — — — — — — — — — — — — — — — — — — — — — — — — — —	[689, 285, 818, 323]
advert-line: Clothing Co.	[854, 72, 931, 87]
